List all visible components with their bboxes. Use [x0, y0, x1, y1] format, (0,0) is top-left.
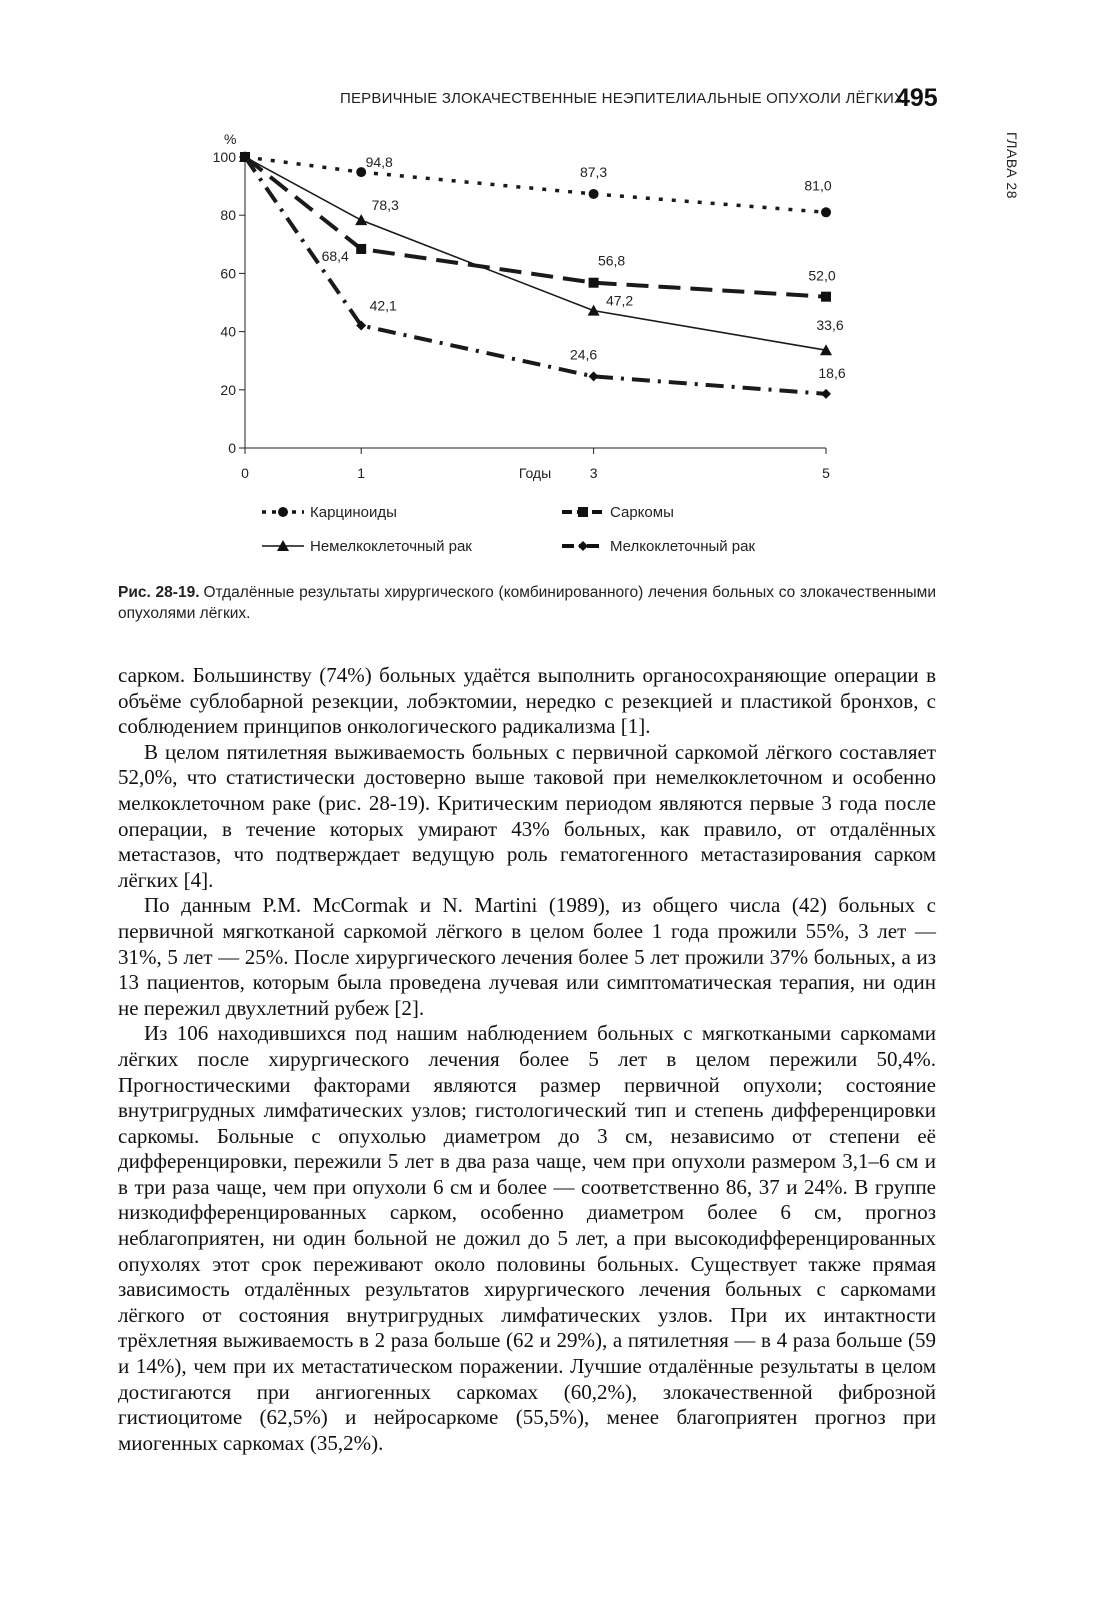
y-tick-label: 100 [212, 149, 236, 165]
x-tick-label: 3 [589, 465, 598, 481]
figure-caption-label: Рис. 28-19. [118, 584, 200, 601]
survival-chart [0, 0, 1100, 570]
y-axis-label: % [224, 131, 237, 147]
data-label: 52,0 [808, 267, 836, 284]
x-tick-label: 1 [357, 465, 366, 481]
data-point-square [356, 244, 366, 254]
legend-label: Немелкоклеточный рак [310, 538, 472, 555]
data-point-square [821, 292, 831, 302]
data-point-circle [821, 207, 831, 217]
data-label: 24,6 [569, 346, 598, 363]
data-point-diamond [821, 389, 831, 399]
legend-item-circle [262, 504, 397, 521]
data-label: 18,6 [818, 364, 846, 381]
data-point-triangle [588, 305, 600, 316]
data-point-circle [589, 189, 599, 199]
data-point-triangle [355, 214, 367, 225]
legend-item-diamond [562, 538, 755, 555]
data-label: 56,8 [597, 252, 626, 269]
figure-caption [118, 582, 936, 624]
legend-label: Саркомы [610, 504, 674, 521]
y-tick-label: 0 [228, 440, 236, 456]
x-tick-label: 0 [241, 465, 249, 481]
legend-marker [578, 541, 588, 551]
legend-item-triangle [262, 538, 472, 555]
data-label: 47,2 [605, 292, 634, 309]
data-point-square [589, 278, 599, 288]
figure-caption-text: Отдалённые результаты хирургического (комбинированного) лечения больных со злокачественными опухолями лёгких. [118, 584, 936, 622]
chart-series [239, 151, 846, 399]
x-tick-label: 5 [822, 465, 830, 481]
paragraph-2: В целом пятилетняя выживаемость больных с первичной саркомой лёгкого составляет 52,0%, что статистически достоверно выше таковой при немелкоклеточном и особенно мелкоклеточном раке (рис. 28-19). Критическим периодом являются первые 3 года после операции, в течение которых умирают 43% больных, как правило, от отдалённых метастазов, что подтверждает ведущую роль гематогенного метастазирования сарком лёгких [4]. [118, 739, 936, 892]
legend-marker [278, 507, 288, 517]
legend-item-square [562, 504, 674, 521]
data-point-diamond [589, 371, 599, 381]
data-label: 81,0 [804, 177, 832, 194]
paragraph-4: Из 106 находившихся под нашим наблюдением больных с мягкоткаными саркомами лёгких после хирургического лечения более 5 лет в целом пережили 50,4%. Прогностическими факторами являются размер первичной опухоли; состояние внутригрудных лимфатических узлов; гистологический тип и степень дифференцировки саркомы. Больные с опухолью диаметром до 3 см, независимо от степени её дифференцировки, пережили 5 лет в два раза чаще, чем при опухоли размером 3,1–6 см и в три раза чаще, чем при опухоли 6 см и более — соответственно 86, 37 и 24%. В группе низкодифференцированных сарком, особенно диаметром более 6 см, прогноз неблагоприятен, ни один больной не дожил до 5 лет, а при высокодифференцированных опухолях этот срок переживают около половины больных. Существует также прямая зависимость отдалённых результатов хирургического лечения больных с саркомами лёгкого от состояния внутригрудных лимфатических узлов. При их интактности трёхлетняя выживаемость в 2 раза больше (62 и 29%), а пятилетняя — в 4 раза больше (59 и 14%), чем при их метастатическом поражении. Лучшие отдалённые результаты в целом достигаются при ангиогенных саркомах (60,2%), злокачественной фиброзной гистиоцитоме (62,5%) и нейросаркоме (55,5%), менее благоприятен прогноз при миогенных саркомах (35,2%). [118, 1021, 936, 1455]
legend-marker [578, 507, 588, 517]
chapter-tab: ГЛАВА 28 [1004, 132, 1020, 199]
y-tick-label: 20 [220, 381, 236, 398]
data-label: 68,4 [321, 247, 349, 264]
data-label: 78,3 [371, 197, 399, 214]
y-tick-label: 80 [220, 207, 236, 224]
legend-label: Мелкоклеточный рак [610, 538, 756, 555]
chart-axes [213, 131, 830, 481]
y-tick-label: 60 [220, 265, 236, 282]
paragraph-3: По данным P.M. McCormak и N. Martini (1989), из общего числа (42) больных с первичной мягкотканой саркомой лёгкого в целом более 1 года прожили 55%, 3 лет — 31%, 5 лет — 25%. После хирургического лечения более 5 лет прожили 37% больных, а из 13 пациентов, которым была проведена лучевая или симптоматическая терапия, ни один не пережил двухлетний рубеж [2]. [118, 893, 936, 1020]
y-tick-label: 40 [220, 323, 236, 340]
data-label: 87,3 [579, 163, 608, 180]
body-text [118, 663, 936, 1456]
series-line [245, 157, 826, 297]
data-label: 94,8 [365, 154, 393, 171]
data-label: 42,1 [369, 297, 397, 314]
legend-label: Карциноиды [310, 504, 397, 521]
x-axis-label: Годы [518, 465, 552, 481]
data-label: 33,6 [816, 317, 844, 334]
series-circle [240, 152, 832, 217]
page-number: 495 [896, 84, 938, 112]
chart-legend [262, 504, 755, 555]
running-header: ПЕРВИЧНЫЕ ЗЛОКАЧЕСТВЕННЫЕ НЕЭПИТЕЛИАЛЬНЫЕ ОПУХОЛИ ЛЁГКИХ [340, 90, 905, 107]
paragraph-1: сарком. Большинству (74%) больных удаётся выполнить органосохраняющие операции в объёме сублобарной резекции, лобэктомии, нередко с резекцией и пластикой бронхов, с соблюдением принципов онкологического радикализма [1]. [118, 663, 936, 739]
